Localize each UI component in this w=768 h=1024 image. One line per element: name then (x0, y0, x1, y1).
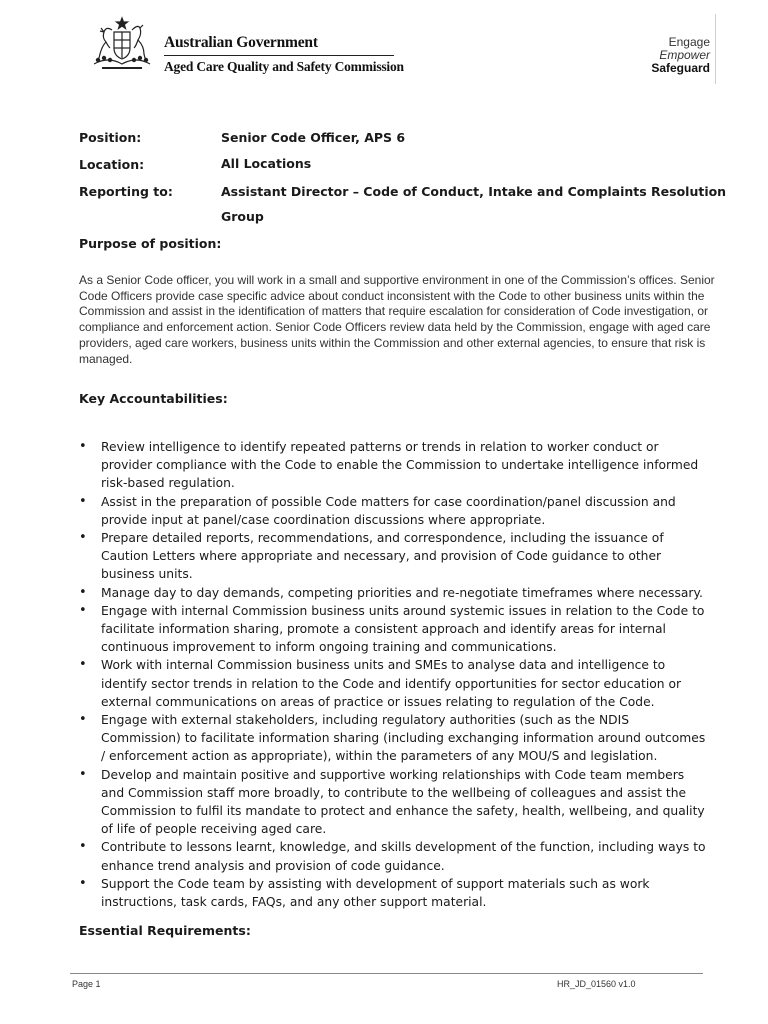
tagline-divider (715, 14, 716, 84)
tagline-safeguard: Safeguard (651, 61, 710, 75)
tagline-engage: Engage (668, 35, 710, 49)
reporting-value-line1: Assistant Director – Code of Conduct, Intake and Complaints Resolution (221, 184, 727, 199)
footer-divider (70, 973, 703, 974)
reporting-label: Reporting to: (79, 184, 173, 199)
purpose-label: Purpose of position: (79, 236, 222, 251)
list-item: • Develop and maintain positive and supportive working relationships with Code team members and Commission staff more broadly, to contribute to the wellbeing of colleagues and assist the Commission to fulfil its mandate to protect and enhance the safety, health, wellbeing, and quality of life of people receiving aged care. (79, 766, 709, 839)
tagline (651, 36, 710, 75)
document-id: HR_JD_01560 v1.0 (557, 979, 636, 989)
position-value: Senior Code Officer, APS 6 (221, 130, 406, 145)
essential-requirements-heading: Essential Requirements: (79, 923, 251, 938)
key-accountabilities-heading: Key Accountabilities: (79, 391, 228, 406)
list-item: • Contribute to lessons learnt, knowledge, and skills development of the function, including ways to enhance trend analysis and provision of code guidance. (79, 838, 709, 874)
list-item: • Review intelligence to identify repeated patterns or trends in relation to worker conduct or provider compliance with the Code to enable the Commission to undertake intelligence informed risk-based regulation. (79, 438, 709, 493)
list-item: • Engage with internal Commission business units around systemic issues in relation to the Code to facilitate information sharing, promote a consistent approach and identify areas for internal continuous improvement to inform ongoing training and communications. (79, 602, 709, 657)
reporting-value-line2: Group (221, 209, 264, 224)
list-item: • Manage day to day demands, competing priorities and re-negotiate timeframes where necessary. (79, 584, 709, 602)
location-label: Location: (79, 157, 145, 172)
list-item: • Prepare detailed reports, recommendations, and correspondence, including the issuance of Caution Letters where appropriate and necessary, and provision of Code guidance to other business units. (79, 529, 709, 584)
position-label: Position: (79, 130, 142, 145)
location-value: All Locations (221, 156, 312, 171)
list-item: • Assist in the preparation of possible Code matters for case coordination/panel discussion and provide input at panel/case coordination discussions where appropriate. (79, 493, 709, 529)
coat-of-arms-logo (88, 16, 156, 72)
government-title: Australian Government (164, 34, 318, 51)
list-item: • Engage with external stakeholders, including regulatory authorities (such as the NDIS Commission) to facilitate information sharing (including exchanging information around outcomes / enforcement action as appropriate), within the parameters of any MOU/S and legislation. (79, 711, 709, 766)
list-item: • Work with internal Commission business units and SMEs to analyse data and intelligence to identify sector trends in relation to the Code and identify opportunities for sector education or external communications on areas of practice or issues relating to regulation of the Code. (79, 656, 709, 711)
commission-name: Aged Care Quality and Safety Commission (164, 59, 404, 74)
list-item: • Support the Code team by assisting with development of support materials such as work instructions, task cards, FAQs, and any other support material. (79, 875, 709, 911)
tagline-empower: Empower (659, 48, 710, 62)
page-number: Page 1 (72, 979, 101, 989)
header-divider (164, 55, 394, 56)
accountabilities-list (79, 438, 709, 911)
purpose-paragraph: As a Senior Code officer, you will work in a small and supportive environment in one of the Commission’s offices. Senior Code Officers provide case specific advice about conduct inconsistent with the Code to other business units within the Commission and assist in the identification of matters that require escalation for consideration of Code investigation, or compliance and enforcement action. Senior Code Officers review data held by the Commission, engage with aged care providers, aged care workers, business units within the Commission and other external agencies, to ensure that risk is managed. (79, 273, 715, 366)
